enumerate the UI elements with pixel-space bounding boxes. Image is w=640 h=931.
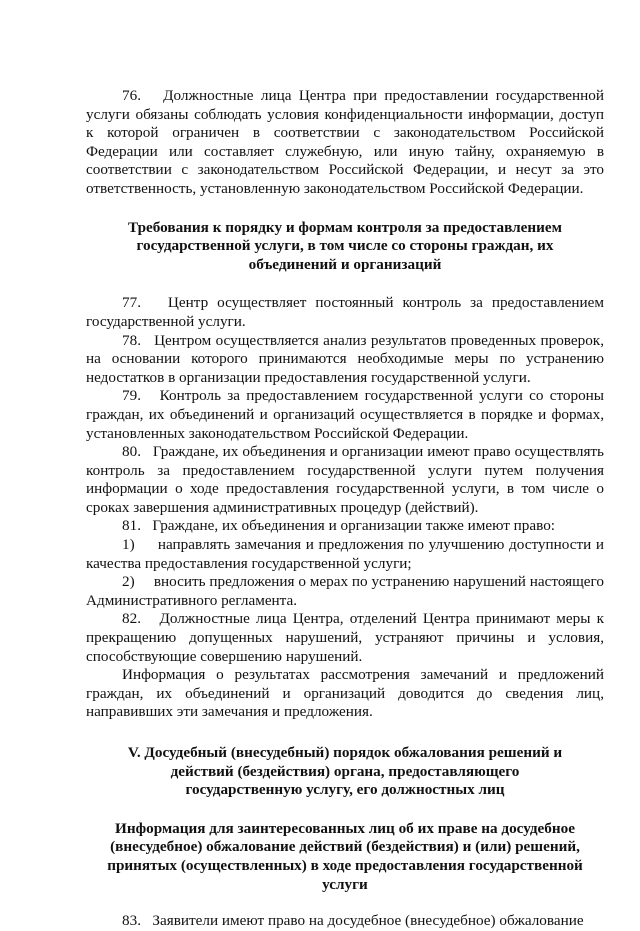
paragraph-81-item-1: 1) направлять замечания и предложения по улучшению доступности и качества предоставления государственной услуги; [86,536,604,572]
paragraph-78: 78. Центром осуществляется анализ результатов проведенных проверок, на основании которого принимаются необходимые меры по устранению недостатков в организации предоставления государственной услуги. [86,331,604,386]
paragraph-80: 80. Граждане, их объединения и организации имеют право осуществлять контроль за предоставлением государственной услуги путем получения информации о ходе предоставления государственной услуги, в том числе о сроках завершения административных процедур (действий). [86,443,604,516]
heading-section-v: V. Досудебный (внесудебный) порядок обжалования решений и действий (бездействия) органа, предоставляющего государственную услугу, его должностных лиц [127,744,563,799]
paragraph-83: 83. Заявители имеют право на досудебное (внесудебное) обжалование [122,912,584,930]
paragraph-81: 81. Граждане, их объединения и организации также имеют право: [122,517,556,535]
paragraph-81-item-2: 2) вносить предложения о мерах по устранению нарушений настоящего Административного регламента. [86,573,604,609]
document-body [86,87,604,931]
heading-control-requirements: Требования к порядку и формам контроля за предоставлением государственной услуги, в том числе со стороны граждан, их объединений и организаций [128,218,562,273]
paragraph-82-info: Информация о результатах рассмотрения замечаний и предложений граждан, их объединений и организаций доводится до сведения лиц, направивших эти замечания и предложения. [86,666,604,721]
paragraph-79: 79. Контроль за предоставлением государственной услуги со стороны граждан, их объединений и организаций осуществляется в порядке и формах, установленных законодательством Российской Федерации. [86,387,604,442]
paragraph-76: 76. Должностные лица Центра при предоставлении государственной услуги обязаны соблюдать условия конфиденциальности информации, доступ к которой ограничен в соответствии с законодательством Российской Федерации или составляет служебную, или иную тайну, охраняемую в соответствии с законодательством Российской Федерации, и несут за это ответственность, установленную законодательством Российской Федерации. [86,87,604,197]
paragraph-77: 77. Центр осуществляет постоянный контроль за предоставлением государственной услуги. [86,294,604,330]
paragraph-82: 82. Должностные лица Центра, отделений Центра принимают меры к прекращению допущенных нарушений, устраняют причины и условия, способствующие совершению нарушений. [86,610,604,665]
heading-appeal-info: Информация для заинтересованных лиц об их праве на досудебное (внесудебное) обжалование действий (бездействия) и (или) решений, принятых (осуществленных) в ходе предоставления государственной услуги [107,819,583,893]
